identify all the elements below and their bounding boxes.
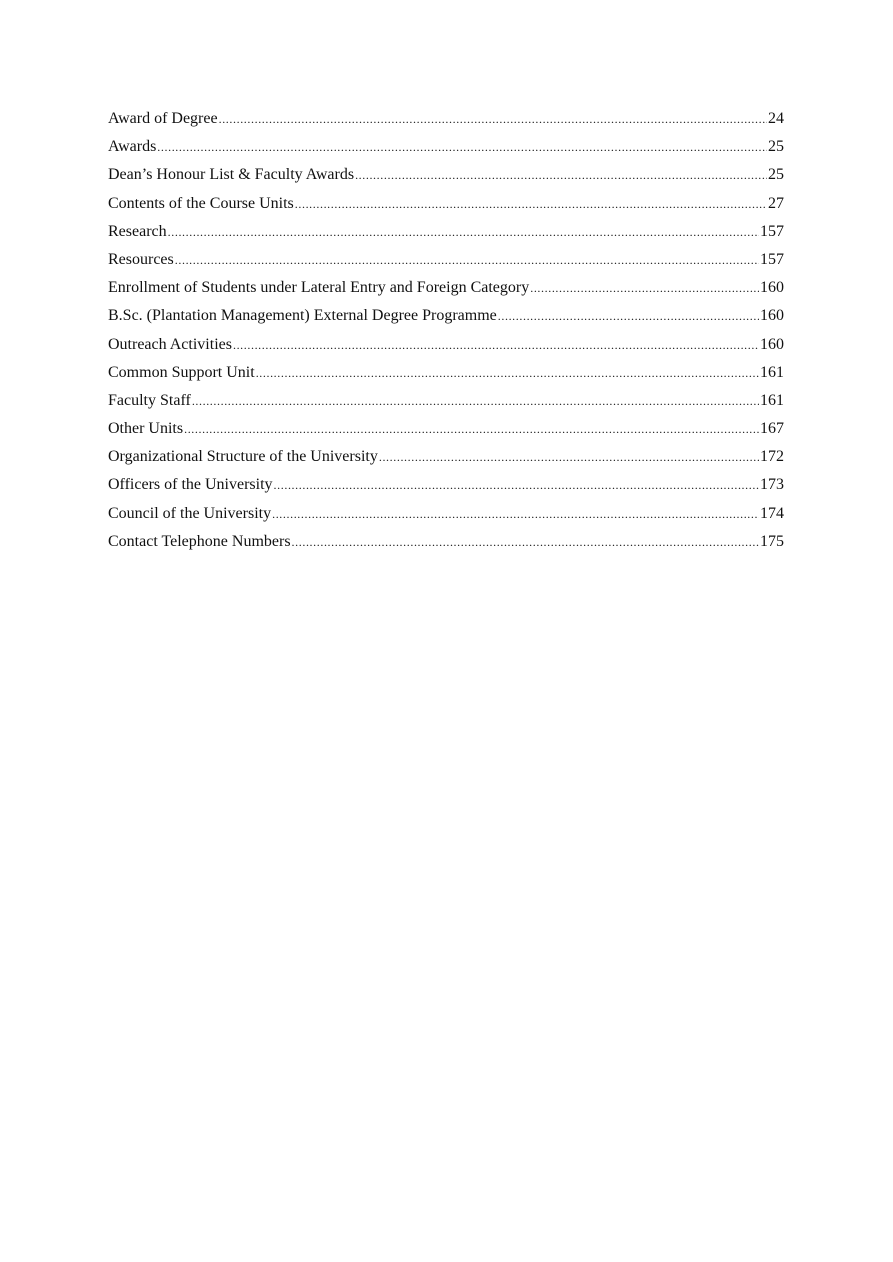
- toc-entry-external-degree-programme[interactable]: [108, 302, 784, 330]
- toc-entry-resources[interactable]: [108, 246, 784, 274]
- toc-entry-title: Contents of the Course Units: [108, 194, 294, 212]
- toc-entry-title: B.Sc. (Plantation Management) External Degree Programme: [108, 307, 497, 325]
- toc-dot-leader: [184, 415, 759, 443]
- toc-entry-page: 174: [760, 504, 784, 522]
- toc-entry-title: Contact Telephone Numbers: [108, 532, 291, 550]
- toc-entry-page: 161: [760, 391, 784, 409]
- toc-entry-organizational-structure[interactable]: [108, 443, 784, 471]
- toc-entry-title: Awards: [108, 138, 157, 156]
- toc-entry-title: Outreach Activities: [108, 335, 232, 353]
- toc-entry-title: Organizational Structure of the University: [108, 448, 378, 466]
- toc-entry-title: Dean’s Honour List & Faculty Awards: [108, 166, 355, 184]
- toc-dot-leader: [530, 274, 759, 302]
- toc-entry-award-of-degree[interactable]: [108, 105, 784, 133]
- toc-entry-title: Enrollment of Students under Lateral Entry and Foreign Category: [108, 279, 530, 297]
- toc-entry-page: 25: [768, 166, 784, 184]
- toc-entry-contents-of-course-units[interactable]: [108, 190, 784, 218]
- toc-dot-leader: [292, 528, 759, 556]
- toc-entry-page: 175: [760, 532, 784, 550]
- toc-entry-other-units[interactable]: [108, 415, 784, 443]
- toc-entry-page: 157: [760, 222, 784, 240]
- toc-entry-title: Faculty Staff: [108, 391, 191, 409]
- toc-entry-enrollment-lateral-entry[interactable]: [108, 274, 784, 302]
- toc-dot-leader: [175, 246, 759, 274]
- toc-entry-awards[interactable]: [108, 133, 784, 161]
- toc-entry-title: Resources: [108, 250, 174, 268]
- toc-entry-title: Council of the University: [108, 504, 272, 522]
- toc-dot-leader: [274, 471, 759, 499]
- toc-entry-title: Research: [108, 222, 167, 240]
- toc-entry-deans-honour-list[interactable]: [108, 161, 784, 189]
- toc-entry-title: Other Units: [108, 420, 184, 438]
- toc-entry-faculty-staff[interactable]: [108, 387, 784, 415]
- toc-dot-leader: [233, 331, 759, 359]
- toc-dot-leader: [498, 302, 759, 330]
- toc-entry-page: 160: [760, 335, 784, 353]
- toc-dot-leader: [192, 387, 759, 415]
- toc-entry-page: 160: [760, 279, 784, 297]
- toc-entry-page: 173: [760, 476, 784, 494]
- toc-dot-leader: [219, 105, 767, 133]
- table-of-contents: [108, 105, 784, 556]
- toc-entry-page: 157: [760, 250, 784, 268]
- toc-entry-council-of-university[interactable]: [108, 500, 784, 528]
- toc-dot-leader: [157, 133, 767, 161]
- toc-entry-contact-telephone-numbers[interactable]: [108, 528, 784, 556]
- toc-entry-research[interactable]: [108, 218, 784, 246]
- toc-entry-title: Award of Degree: [108, 110, 218, 127]
- toc-entry-page: 24: [768, 110, 784, 127]
- toc-entry-title: Common Support Unit: [108, 363, 255, 381]
- toc-entry-page: 160: [760, 307, 784, 325]
- toc-dot-leader: [295, 190, 767, 218]
- toc-entry-page: 161: [760, 363, 784, 381]
- toc-dot-leader: [168, 218, 759, 246]
- toc-entry-title: Officers of the University: [108, 476, 273, 494]
- toc-dot-leader: [272, 500, 759, 528]
- toc-entry-page: 172: [760, 448, 784, 466]
- toc-entry-page: 25: [768, 138, 784, 156]
- toc-entry-officers-of-university[interactable]: [108, 471, 784, 499]
- toc-dot-leader: [355, 161, 767, 189]
- toc-entry-page: 167: [760, 420, 784, 438]
- toc-dot-leader: [379, 443, 759, 471]
- toc-entry-common-support-unit[interactable]: [108, 359, 784, 387]
- toc-dot-leader: [256, 359, 759, 387]
- toc-entry-outreach-activities[interactable]: [108, 331, 784, 359]
- toc-entry-page: 27: [768, 194, 784, 212]
